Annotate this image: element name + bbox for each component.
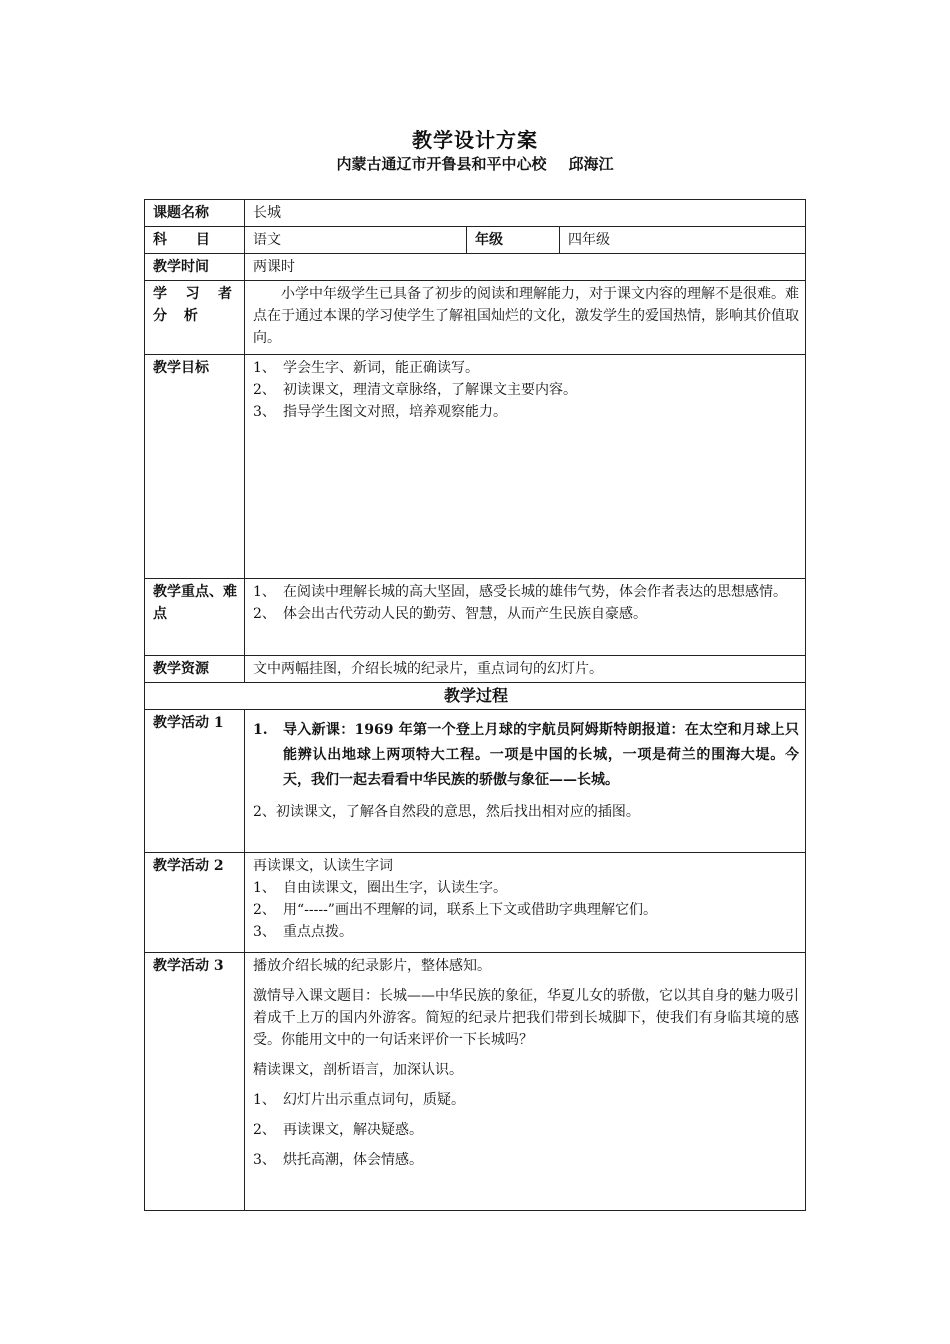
- goal-item: 2、 初读课文，理清文章脉络，了解课文主要内容。: [253, 382, 577, 398]
- activity3-item: 3、 烘托高潮，体会情感。: [253, 1152, 423, 1168]
- row-learner: [145, 281, 806, 355]
- time-label: 教学时间: [145, 254, 245, 281]
- keypoints-label: 教学重点、难点: [145, 579, 245, 656]
- process-heading: 教学过程: [145, 683, 806, 710]
- activity1-content: [245, 710, 806, 853]
- activity3-paragraph: 激情导入课文题目：长城——中华民族的象征，华夏儿女的骄傲，它以其自身的魅力吸引着成千上万的国内外游客。简短的纪录片把我们带到长城脚下，使我们有身临其境的感受。你能用文中的一句话来评价一下长城吗？: [253, 988, 800, 1048]
- row-time: [145, 254, 806, 281]
- activity2-item: 3、 重点点拨。: [253, 924, 353, 940]
- activity2-item: 1、 自由读课文，圈出生字，认读生字。: [253, 880, 507, 896]
- activity3-item: 2、 再读课文，解决疑惑。: [253, 1122, 423, 1138]
- resources-label: 教学资源: [145, 656, 245, 683]
- row-resources: [145, 656, 806, 683]
- resources-value: 文中两幅挂图，介绍长城的纪录片，重点词句的幻灯片。: [245, 656, 806, 683]
- activity3-item: 1、 幻灯片出示重点词句，质疑。: [253, 1092, 465, 1108]
- row-activity-1: [145, 710, 806, 853]
- goal-item: 3、 指导学生图文对照，培养观察能力。: [253, 404, 507, 420]
- activity2-label: 教学活动 2: [145, 853, 245, 953]
- topic-label: 课题名称: [145, 200, 245, 227]
- row-process-heading: [145, 683, 806, 710]
- keypoints-list: [245, 579, 806, 656]
- goal-item: 1、 学会生字、新词，能正确读写。: [253, 360, 479, 376]
- keypoint-item: 1、 在阅读中理解长城的高大坚固，感受长城的雄伟气势，体会作者表达的思想感情。: [253, 584, 787, 600]
- subject-label: 科 目: [145, 227, 245, 254]
- row-subject: [145, 227, 806, 254]
- document-title: 教学设计方案: [412, 128, 538, 152]
- document-subtitle: [0, 153, 950, 174]
- activity1-item: 1. 导入新课：1969 年第一个登上月球的宇航员阿姆斯特朗报道：在太空和月球上只能辨认出地球上两项特大工程。一项是中国的长城，一项是荷兰的围海大堤。今天，我们一起去看看中华民族的骄傲与象征——长城。: [253, 722, 800, 788]
- activity3-content: [245, 953, 806, 1211]
- keypoint-item: 2、 体会出古代劳动人民的勤劳、智慧，从而产生民族自豪感。: [253, 606, 647, 622]
- goals-label: 教学目标: [145, 355, 245, 579]
- goals-list: [245, 355, 806, 579]
- subject-value: 语文: [245, 227, 467, 254]
- learner-text: 小学中年级学生已具备了初步的阅读和理解能力，对于课文内容的理解不是很难。难点在于通过本课的学习使学生了解祖国灿烂的文化，激发学生的爱国热情，影响其价值取向。: [245, 281, 806, 355]
- activity3-paragraph: 精读课文，剖析语言，加深认识。: [253, 1062, 463, 1078]
- author-name: 邱海江: [568, 155, 614, 173]
- activity3-label: 教学活动 3: [145, 953, 245, 1211]
- grade-value: 四年级: [560, 227, 806, 254]
- activity2-content: [245, 853, 806, 953]
- topic-value: 长城: [245, 200, 806, 227]
- row-keypoints: [145, 579, 806, 656]
- activity3-paragraph: 播放介绍长城的纪录影片，整体感知。: [253, 958, 491, 974]
- activity1-label: 教学活动 1: [145, 710, 245, 853]
- row-activity-2: [145, 853, 806, 953]
- activity2-intro: 再读课文，认读生字词: [253, 858, 393, 874]
- row-goals: [145, 355, 806, 579]
- time-value: 两课时: [245, 254, 806, 281]
- activity1-item: 2、初读课文，了解各自然段的意思，然后找出相对应的插图。: [253, 804, 640, 820]
- grade-label: 年级: [467, 227, 560, 254]
- school-name: 内蒙古通辽市开鲁县和平中心校: [336, 155, 547, 173]
- row-topic: [145, 200, 806, 227]
- activity2-item: 2、 用“-----”画出不理解的词，联系上下文或借助字典理解它们。: [253, 902, 657, 918]
- learner-label: 学 习 者 分 析: [145, 281, 245, 355]
- lesson-plan-table: [144, 199, 806, 1211]
- row-activity-3: [145, 953, 806, 1211]
